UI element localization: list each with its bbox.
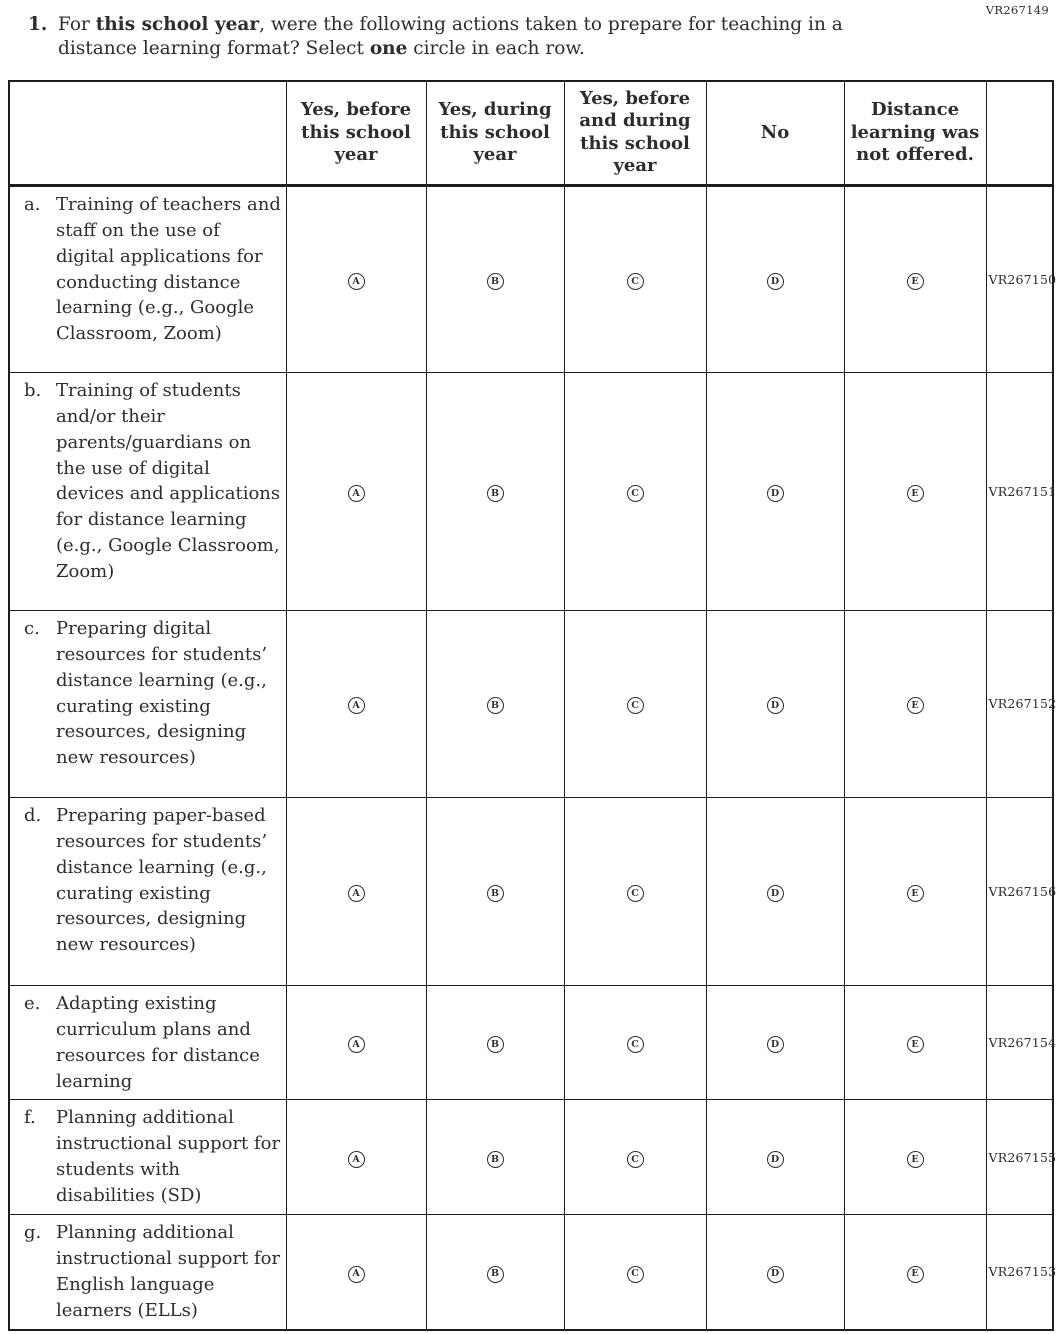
option-bubble-c[interactable]: C xyxy=(627,697,644,714)
option-cell xyxy=(286,1215,426,1330)
option-cell xyxy=(564,185,706,372)
row-letter: d. xyxy=(24,804,42,826)
column-header-not-offered: Distance learning was not offered. xyxy=(844,81,986,186)
question-text xyxy=(58,13,903,62)
column-header-yes-before-and-during: Yes, before and during this school year xyxy=(564,81,706,186)
option-bubble-c[interactable]: C xyxy=(627,273,644,290)
question-text-part: , were the following actions taken to prepare for teaching in a distance learning format? Select xyxy=(58,14,843,60)
option-bubble-e[interactable]: E xyxy=(907,1151,924,1168)
row-code: VR267150 xyxy=(986,185,1053,372)
option-cell xyxy=(426,985,564,1100)
question-text-part: circle in each row. xyxy=(407,38,585,60)
question-number: 1. xyxy=(28,14,48,35)
option-cell xyxy=(564,610,706,797)
option-cell xyxy=(706,985,844,1100)
option-cell xyxy=(426,1215,564,1330)
option-cell xyxy=(426,610,564,797)
option-bubble-d[interactable]: D xyxy=(767,1266,784,1283)
option-cell xyxy=(844,797,986,985)
option-bubble-b[interactable]: B xyxy=(487,1266,504,1283)
table-row xyxy=(9,1215,1053,1330)
option-cell xyxy=(844,985,986,1100)
form-code: VR267149 xyxy=(985,3,1049,17)
row-code: VR267152 xyxy=(986,610,1053,797)
option-cell xyxy=(564,372,706,610)
option-cell xyxy=(286,1100,426,1215)
option-bubble-b[interactable]: B xyxy=(487,1036,504,1053)
option-bubble-c[interactable]: C xyxy=(627,1036,644,1053)
option-cell xyxy=(286,185,426,372)
row-letter: e. xyxy=(24,992,41,1014)
column-header-yes-before: Yes, before this school year xyxy=(286,81,426,186)
option-bubble-a[interactable]: A xyxy=(348,885,365,902)
row-code: VR267156 xyxy=(986,797,1053,985)
option-bubble-d[interactable]: D xyxy=(767,885,784,902)
row-label xyxy=(9,797,286,985)
option-cell xyxy=(844,372,986,610)
option-cell xyxy=(286,610,426,797)
option-bubble-a[interactable]: A xyxy=(348,1151,365,1168)
row-letter: a. xyxy=(24,193,41,215)
option-bubble-e[interactable]: E xyxy=(907,697,924,714)
option-cell xyxy=(706,185,844,372)
option-cell xyxy=(844,185,986,372)
question-text-part: For xyxy=(58,14,96,35)
option-cell xyxy=(706,610,844,797)
option-bubble-a[interactable]: A xyxy=(348,273,365,290)
option-cell xyxy=(426,797,564,985)
option-bubble-a[interactable]: A xyxy=(348,485,365,502)
option-cell xyxy=(564,985,706,1100)
option-cell xyxy=(564,1100,706,1215)
option-bubble-a[interactable]: A xyxy=(348,697,365,714)
row-label xyxy=(9,610,286,797)
option-bubble-d[interactable]: D xyxy=(767,485,784,502)
option-bubble-d[interactable]: D xyxy=(767,273,784,290)
option-bubble-c[interactable]: C xyxy=(627,1266,644,1283)
row-code: VR267155 xyxy=(986,1100,1053,1215)
row-code: VR267151 xyxy=(986,372,1053,610)
option-cell xyxy=(844,610,986,797)
option-bubble-b[interactable]: B xyxy=(487,885,504,902)
option-bubble-c[interactable]: C xyxy=(627,485,644,502)
option-cell xyxy=(706,372,844,610)
option-bubble-d[interactable]: D xyxy=(767,697,784,714)
question-table xyxy=(8,80,1057,1331)
option-bubble-e[interactable]: E xyxy=(907,1266,924,1283)
column-header-no: No xyxy=(706,81,844,186)
row-text: Training of students and/or their parents/guardians on the use of digital devices and applications for distance learning (e.g., Google Classroom, Zoom) xyxy=(56,379,281,583)
row-text: Adapting existing curriculum plans and resources for distance learning xyxy=(56,992,260,1092)
option-bubble-d[interactable]: D xyxy=(767,1151,784,1168)
option-cell xyxy=(564,797,706,985)
row-label xyxy=(9,372,286,610)
option-cell xyxy=(286,985,426,1100)
option-bubble-b[interactable]: B xyxy=(487,485,504,502)
header-row xyxy=(9,81,1053,186)
table-row xyxy=(9,985,1053,1100)
option-bubble-a[interactable]: A xyxy=(348,1266,365,1283)
table-row xyxy=(9,185,1053,372)
row-code: VR267153 xyxy=(986,1215,1053,1330)
option-cell xyxy=(844,1100,986,1215)
row-text: Preparing paper-based resources for students’ distance learning (e.g., curating existing resources, designing new resources) xyxy=(56,804,268,956)
row-label xyxy=(9,985,286,1100)
row-text: Preparing digital resources for students’ distance learning (e.g., curating existing resources, designing new resources) xyxy=(56,617,268,769)
option-bubble-e[interactable]: E xyxy=(907,885,924,902)
row-letter: b. xyxy=(24,379,42,401)
option-cell xyxy=(706,1100,844,1215)
header-code-empty xyxy=(986,81,1053,186)
row-letter: c. xyxy=(24,617,40,639)
option-cell xyxy=(844,1215,986,1330)
table-row xyxy=(9,372,1053,610)
row-letter: f. xyxy=(24,1107,36,1129)
column-header-yes-during: Yes, during this school year xyxy=(426,81,564,186)
header-empty xyxy=(9,81,286,186)
option-cell xyxy=(564,1215,706,1330)
question-text-bold: one xyxy=(369,38,408,60)
row-label xyxy=(9,185,286,372)
question-text-bold: this school year xyxy=(95,14,260,35)
option-cell xyxy=(426,1100,564,1215)
table-row xyxy=(9,610,1053,797)
option-bubble-b[interactable]: B xyxy=(487,273,504,290)
question xyxy=(0,0,1061,62)
option-bubble-e[interactable]: E xyxy=(907,273,924,290)
option-cell xyxy=(706,1215,844,1330)
option-bubble-e[interactable]: E xyxy=(907,1036,924,1053)
option-bubble-c[interactable]: C xyxy=(627,885,644,902)
row-text: Planning additional instructional support for students with disabilities (SD) xyxy=(56,1107,281,1207)
option-cell xyxy=(286,372,426,610)
option-bubble-b[interactable]: B xyxy=(487,1151,504,1168)
option-cell xyxy=(286,797,426,985)
option-bubble-c[interactable]: C xyxy=(627,1151,644,1168)
option-cell xyxy=(426,185,564,372)
row-label xyxy=(9,1100,286,1215)
option-bubble-e[interactable]: E xyxy=(907,485,924,502)
table-row xyxy=(9,1100,1053,1215)
option-cell xyxy=(426,372,564,610)
table-row xyxy=(9,797,1053,985)
row-text: Training of teachers and staff on the use of digital applications for conducting distance learning (e.g., Google Classroom, Zoom) xyxy=(56,193,281,345)
option-cell xyxy=(706,797,844,985)
option-bubble-d[interactable]: D xyxy=(767,1036,784,1053)
row-letter: g. xyxy=(24,1222,42,1244)
option-bubble-a[interactable]: A xyxy=(348,1036,365,1053)
row-text: Planning additional instructional support for English language learners (ELLs) xyxy=(56,1222,281,1321)
row-label xyxy=(9,1215,286,1330)
option-bubble-b[interactable]: B xyxy=(487,697,504,714)
row-code: VR267154 xyxy=(986,985,1053,1100)
